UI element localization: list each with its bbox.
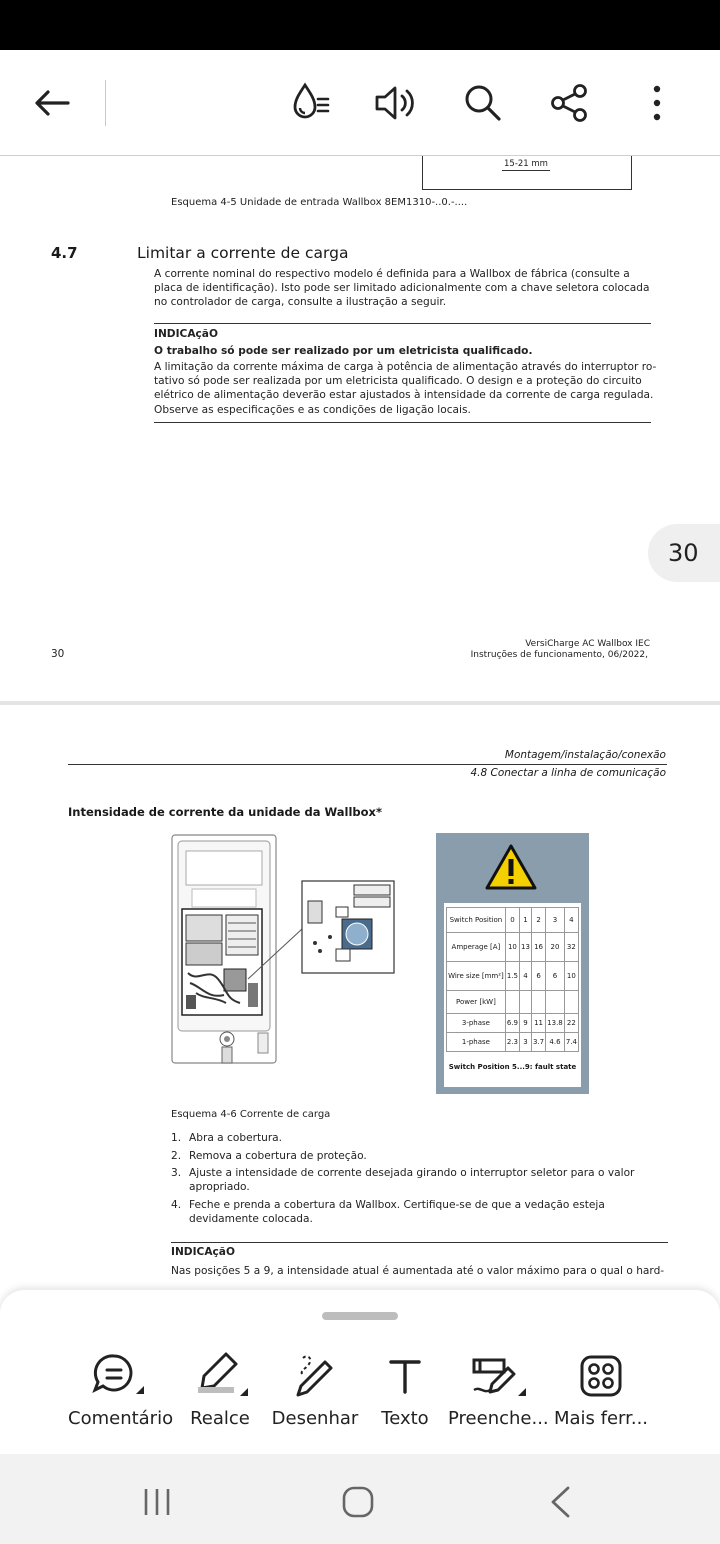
page-heading: Intensidade de corrente da unidade da Wallbox* (68, 805, 382, 819)
table-cell: 6 (546, 962, 565, 991)
table-cell: Power [kW] (447, 991, 506, 1014)
table-cell: 1.5 (505, 962, 519, 991)
share-icon[interactable] (542, 75, 598, 131)
table-cell: 20 (546, 933, 565, 962)
table-cell: 3-phase (447, 1014, 506, 1033)
switch-info-panel (436, 833, 589, 1094)
table-cell: Amperage [A] (447, 933, 506, 962)
table-cell (546, 991, 565, 1014)
table-cell: 4 (520, 962, 532, 991)
note-bold-line: O trabalho só pode ser realizado por um eletricista qualificado. (154, 345, 533, 357)
table-cell: 6.9 (505, 1014, 519, 1033)
note-heading: INDICAçãO (171, 1246, 235, 1258)
table-cell: 3.7 (531, 1033, 545, 1052)
table-cell: 13.8 (546, 1014, 565, 1033)
note-top-rule (154, 323, 651, 324)
figure-caption: Esquema 4-6 Corrente de carga (171, 1109, 331, 1120)
table-row (447, 1033, 579, 1052)
wallbox-diagram (170, 833, 400, 1065)
note-line: Nas posições 5 a 9, a intensidade atual é aumentada até o valor máximo para o qual o hard- (171, 1265, 665, 1277)
footer-subtitle: Instruções de funcionamento, 06/2022, (470, 650, 648, 660)
text-icon (355, 1350, 455, 1402)
table-cell: 0 (505, 908, 519, 933)
table-cell: 13 (520, 933, 532, 962)
figure-caption: Esquema 4-5 Unidade de entrada Wallbox 8EM1310-..0.-.... (171, 197, 468, 208)
more-options-icon[interactable] (629, 75, 685, 131)
header-chapter: Montagem/instalação/conexão (504, 749, 666, 761)
table-cell: 1 (520, 908, 532, 933)
note-top-rule (171, 1242, 668, 1243)
pen-draw-icon (265, 1350, 365, 1402)
table-cell: 32 (564, 933, 578, 962)
table-cell: 3 (520, 1033, 532, 1052)
document-page-31 (0, 705, 720, 1305)
table-cell: 10 (564, 962, 578, 991)
step-text: Feche e prenda a cobertura da Wallbox. Certifique-se de que a vedação esteja (189, 1199, 605, 1211)
table-row (447, 933, 579, 962)
table-row (447, 1014, 579, 1033)
note-heading: INDICAçãO (154, 328, 218, 340)
intro-line: A corrente nominal do respectivo modelo é definida para a Wallbox de fábrica (consulte a (154, 268, 630, 280)
switch-table-card (444, 903, 581, 1087)
step-text: devidamente colocada. (189, 1213, 313, 1225)
note-line: tativo só pode ser realizada por um eletricista qualificado. O design e a proteção do circuito (154, 375, 642, 387)
warning-triangle-icon (484, 843, 538, 891)
sheet-drag-handle[interactable] (322, 1312, 398, 1320)
table-cell (520, 991, 532, 1014)
document-page-30 (0, 156, 720, 701)
table-cell: 4 (564, 908, 578, 933)
system-navigation-bar (0, 1454, 720, 1544)
table-cell: 10 (505, 933, 519, 962)
tool-fill-sign[interactable] (448, 1350, 548, 1429)
step-number: 2. (171, 1150, 182, 1162)
step-number: 1. (171, 1132, 182, 1144)
tool-label: Comentário (68, 1408, 174, 1429)
nav-back-icon[interactable] (535, 1482, 585, 1522)
tool-draw[interactable] (265, 1350, 365, 1429)
tool-comment[interactable] (68, 1350, 174, 1429)
annotation-tools-sheet (0, 1290, 720, 1454)
table-cell: 2 (531, 908, 545, 933)
fill-sign-icon (448, 1350, 548, 1402)
note-line: A limitação da corrente máxima de carga à potência de alimentação através do interruptor ro- (154, 361, 657, 373)
note-line: Observe as especificações e as condições de ligação locais. (154, 404, 471, 416)
header-rule (68, 764, 667, 765)
table-row (447, 991, 579, 1014)
table-cell: 7.4 (564, 1033, 578, 1052)
tool-label: Preenche... (448, 1408, 549, 1429)
table-row (447, 908, 579, 933)
table-cell: 16 (531, 933, 545, 962)
footer-title: VersiCharge AC Wallbox IEC (525, 639, 650, 649)
dimension-line (502, 170, 550, 171)
more-tools-icon (551, 1350, 651, 1402)
intro-line: placa de identificação). Isto pode ser limitado adicionalmente com a chave seletora colocada (154, 282, 650, 294)
table-cell: 4.6 (546, 1033, 565, 1052)
comment-icon (68, 1350, 168, 1402)
table-cell: 1-phase (447, 1033, 506, 1052)
header-section: 4.8 Conectar a linha de comunicação (470, 767, 666, 779)
table-cell: 11 (531, 1014, 545, 1033)
table-cell (564, 991, 578, 1014)
figure-dimension-label: 15-21 mm (504, 159, 548, 169)
table-cell: 3 (546, 908, 565, 933)
table-cell: 2.3 (505, 1033, 519, 1052)
intro-line: no controlador de carga, consulte a ilustração a seguir. (154, 296, 447, 308)
section-number: 4.7 (51, 244, 78, 262)
section-title: Limitar a corrente de carga (137, 244, 349, 262)
table-cell (531, 991, 545, 1014)
note-line: elétrico de alimentação deverão estar ajustados à intensidade da corrente de carga regulada. (154, 389, 654, 401)
page-number-badge[interactable]: 30 (648, 524, 720, 582)
highlighter-icon (170, 1350, 270, 1402)
toolbar-divider (105, 80, 106, 126)
step-text: Ajuste a intensidade de corrente desejada girando o interruptor seletor para o valor (189, 1167, 635, 1179)
tool-label: Texto (381, 1408, 429, 1429)
table-cell: Wire size [mm²] (447, 962, 506, 991)
step-number: 3. (171, 1167, 182, 1179)
note-bottom-rule (154, 422, 651, 423)
tool-text[interactable] (355, 1350, 455, 1429)
top-toolbar (0, 50, 720, 156)
table-row (447, 962, 579, 991)
tool-label: Realce (190, 1408, 250, 1429)
table-cell: Switch Position (447, 908, 506, 933)
step-text: apropriado. (189, 1181, 250, 1193)
search-icon[interactable] (455, 75, 511, 131)
table-cell: 22 (564, 1014, 578, 1033)
status-bar (0, 0, 720, 50)
tool-more[interactable] (551, 1350, 651, 1429)
page-number: 30 (51, 648, 65, 660)
home-icon[interactable] (333, 1482, 383, 1522)
tool-label: Mais ferr... (553, 1408, 649, 1429)
table-cell (505, 991, 519, 1014)
recent-apps-icon[interactable] (132, 1482, 182, 1522)
tool-highlight[interactable] (170, 1350, 270, 1429)
tool-label: Desenhar (271, 1408, 359, 1429)
step-text: Remova a cobertura de proteção. (189, 1150, 367, 1162)
switch-table-footer: Switch Position 5...9: fault state (448, 1063, 577, 1071)
switch-table (446, 907, 579, 1052)
read-aloud-icon[interactable] (368, 75, 424, 131)
reading-mode-icon[interactable] (282, 75, 338, 131)
table-cell: 9 (520, 1014, 532, 1033)
back-arrow-icon[interactable] (24, 75, 80, 131)
step-text: Abra a cobertura. (189, 1132, 283, 1144)
table-cell: 6 (531, 962, 545, 991)
step-number: 4. (171, 1199, 182, 1211)
